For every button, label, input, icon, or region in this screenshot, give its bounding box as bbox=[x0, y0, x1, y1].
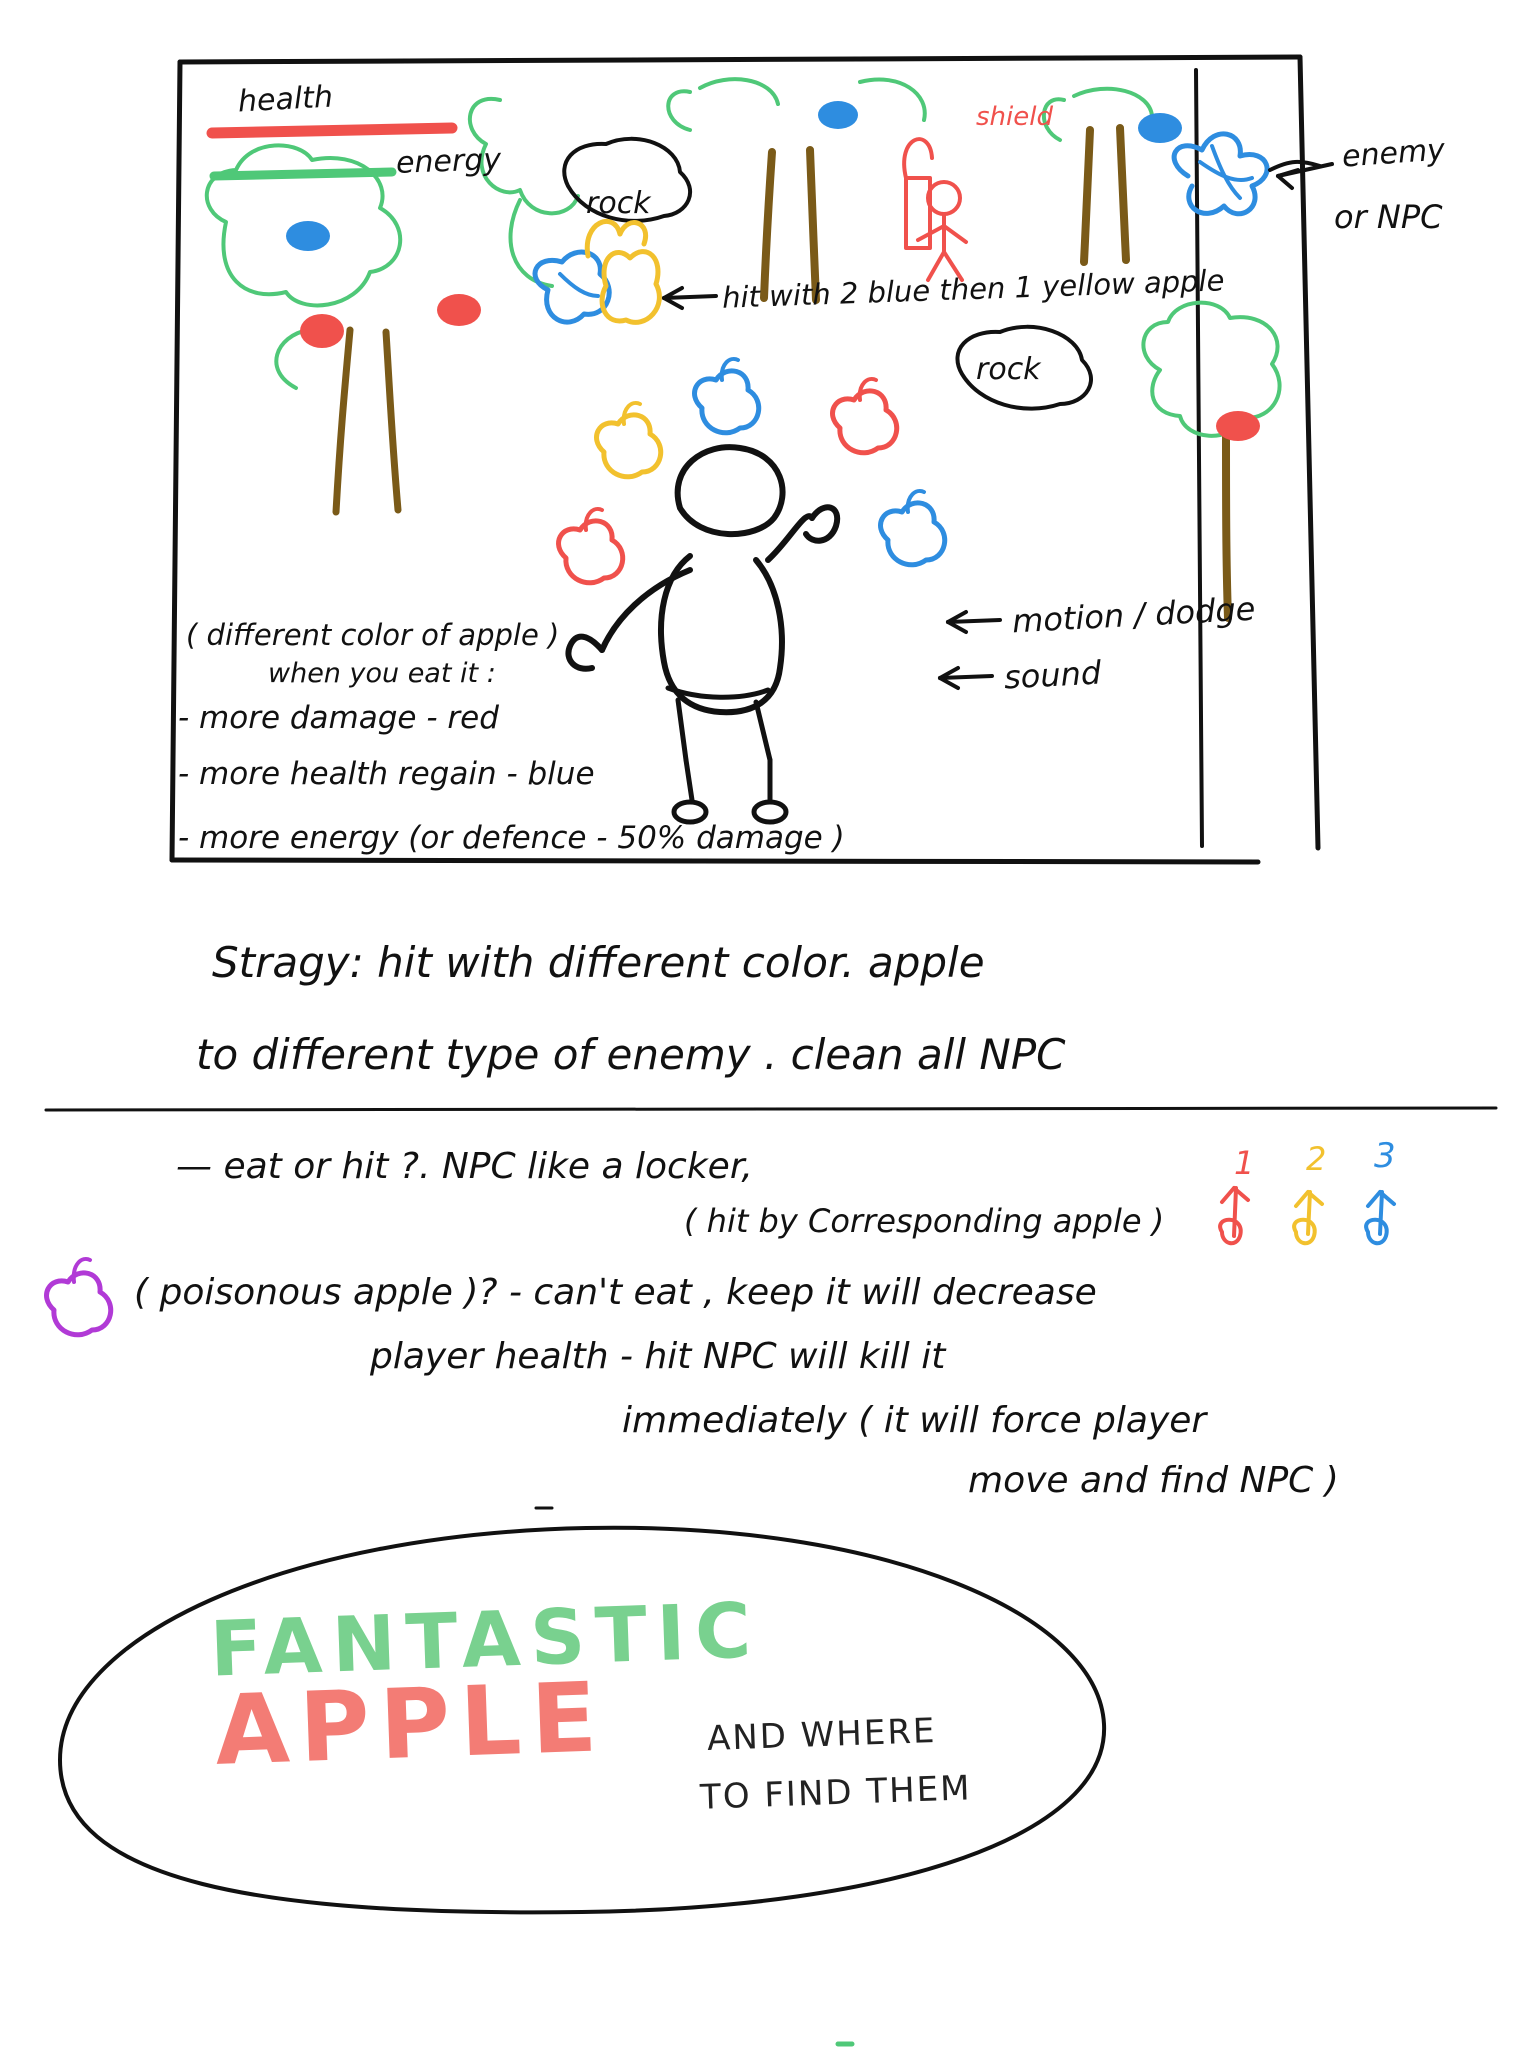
label-rock-left: rock bbox=[586, 186, 651, 221]
apple-red bbox=[300, 314, 344, 348]
scene-panel-frame bbox=[172, 57, 1318, 862]
eat-or-hit-line-2: ( hit by Corresponding apple ) bbox=[684, 1202, 1165, 1240]
poison-line-2: player health - hit NPC will kill it bbox=[370, 1336, 946, 1377]
title-fantastic: FANTASTIC bbox=[208, 1585, 763, 1694]
apple-effects-header: ( different color of apple ) bbox=[186, 618, 560, 652]
label-rock-right: rock bbox=[976, 352, 1041, 387]
divider-strategy bbox=[46, 1108, 1496, 1110]
poison-line-3: immediately ( it will force player bbox=[622, 1400, 1207, 1441]
label-health: health bbox=[237, 79, 334, 120]
tree-far-right bbox=[1143, 303, 1279, 618]
tree-left bbox=[207, 145, 481, 512]
apple-effect-item-2: - more energy (or defence - 50% damage ) bbox=[178, 820, 845, 856]
arrow-hit-order bbox=[664, 288, 716, 308]
enemy-blue-scribble bbox=[1174, 134, 1267, 214]
title-subtitle-line-2: TO FIND THEM bbox=[699, 1768, 973, 1818]
npc-shield bbox=[904, 139, 966, 280]
lock-arrow-blue bbox=[1366, 1192, 1394, 1243]
label-enemy: enemy bbox=[1340, 132, 1447, 175]
title-apple: APPLE bbox=[213, 1661, 609, 1787]
apple-yellow-floating bbox=[597, 403, 661, 477]
label-sound: sound bbox=[1003, 653, 1103, 697]
label-energy: energy bbox=[395, 142, 502, 181]
poison-line-1: ( poisonous apple )? - can't eat , keep it will decrease bbox=[134, 1272, 1097, 1313]
apple-red-floating-1 bbox=[833, 379, 897, 453]
apple-blue bbox=[818, 101, 858, 129]
lock-number-1: 1 bbox=[1234, 1144, 1255, 1182]
eat-or-hit-line-1: — eat or hit ?. NPC like a locker, bbox=[176, 1146, 753, 1187]
apple-red bbox=[1216, 411, 1260, 441]
lock-number-3: 3 bbox=[1374, 1136, 1396, 1176]
arrow-sound bbox=[940, 668, 992, 688]
enemy-blue-yellow-pair bbox=[535, 221, 659, 322]
apple-purple-poison-icon bbox=[47, 1259, 111, 1335]
apple-red bbox=[437, 294, 481, 326]
strategy-line-1: Stragy: hit with different color. apple bbox=[212, 938, 985, 987]
tree-right bbox=[1044, 89, 1182, 262]
health-bar bbox=[212, 128, 452, 133]
apple-blue bbox=[1138, 113, 1182, 143]
apple-effect-item-1: - more health regain - blue bbox=[178, 756, 595, 792]
apple-effect-item-0: - more damage - red bbox=[178, 700, 499, 736]
apple-blue-floating-2 bbox=[881, 491, 945, 565]
lock-number-2: 2 bbox=[1306, 1140, 1327, 1178]
energy-bar bbox=[214, 172, 392, 176]
strategy-line-2: to different type of enemy . clean all NPC bbox=[196, 1030, 1066, 1079]
label-hit-order: hit with 2 blue then 1 yellow apple bbox=[721, 263, 1225, 315]
apple-blue bbox=[286, 221, 330, 251]
arrow-motion-dodge bbox=[948, 612, 1000, 632]
apple-blue-floating-1 bbox=[695, 359, 759, 433]
title-subtitle-line-1: AND WHERE bbox=[706, 1711, 938, 1759]
apple-effects-subheader: when you eat it : bbox=[268, 658, 496, 689]
label-motion-dodge: motion / dodge bbox=[1011, 589, 1257, 641]
lock-arrow-red bbox=[1220, 1188, 1248, 1243]
label-or-npc: or NPC bbox=[1334, 198, 1443, 236]
apple-red-floating-2 bbox=[559, 509, 623, 583]
player-character bbox=[568, 447, 837, 822]
label-shield: shield bbox=[976, 102, 1053, 132]
lock-arrow-yellow bbox=[1294, 1192, 1322, 1243]
tree-mid bbox=[668, 79, 925, 130]
poison-line-4: move and find NPC ) bbox=[968, 1460, 1339, 1501]
